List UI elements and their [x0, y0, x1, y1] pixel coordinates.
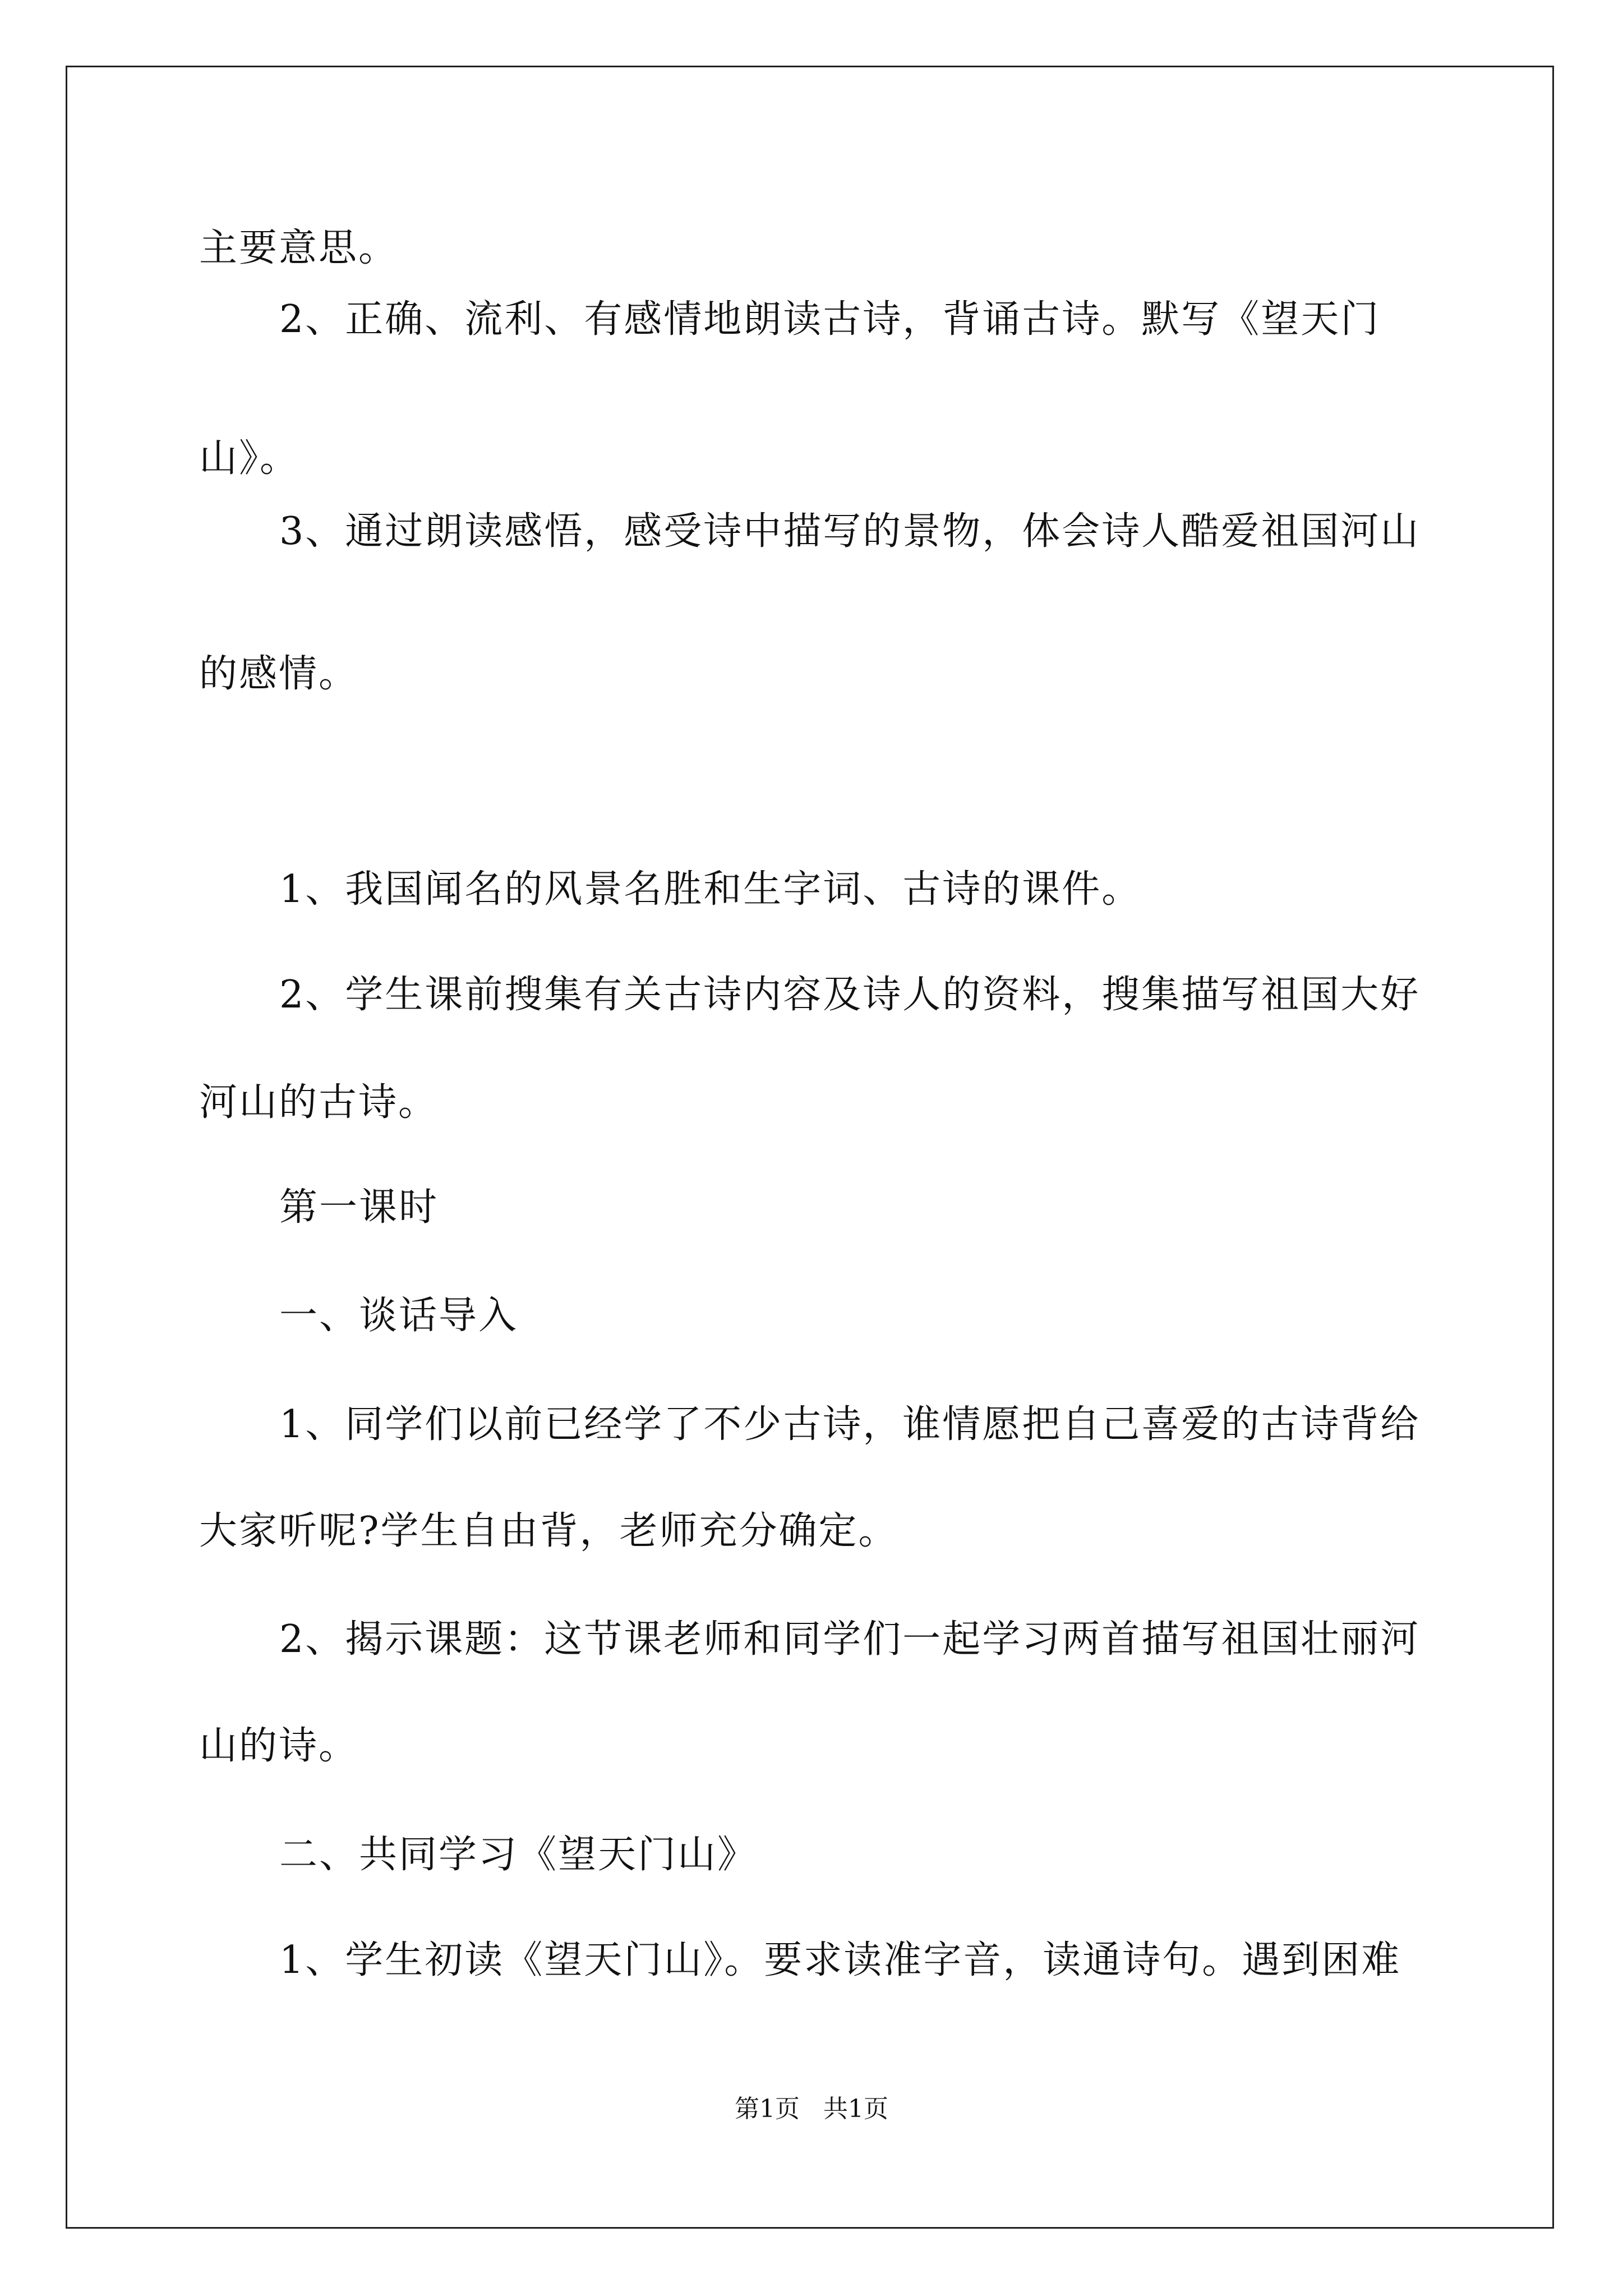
text-line: 1、我国闻名的风景名胜和生字词、古诗的课件。	[279, 867, 1142, 912]
page-number-footer: 第1页 共1页	[735, 2095, 888, 2123]
text-line: 山的诗。	[199, 1724, 359, 1768]
text-line: 2、正确、流利、有感情地朗读古诗，背诵古诗。默写《望天门	[279, 297, 1381, 342]
text-line: 2、学生课前搜集有关古诗内容及诗人的资料，搜集描写祖国大好	[279, 973, 1421, 1017]
section-heading: 二、共同学习《望天门山》	[279, 1833, 758, 1877]
text-line: 1、学生初读《望天门山》。要求读准字音，读通诗句。遇到困难	[279, 1938, 1401, 1982]
text-line: 山》。	[199, 436, 300, 481]
page-border	[66, 66, 1554, 2229]
text-line: 主要意思。	[199, 226, 399, 270]
section-heading: 第一课时	[279, 1185, 439, 1230]
text-line: 3、通过朗读感悟，感受诗中描写的景物，体会诗人酷爱祖国河山	[279, 509, 1421, 554]
text-line: 大家听呢?学生自由背，老师充分确定。	[199, 1509, 898, 1553]
text-line: 的感情。	[199, 652, 359, 696]
text-line: 河山的古诗。	[199, 1080, 439, 1125]
text-line: 1、同学们以前已经学了不少古诗，谁情愿把自己喜爱的古诗背给	[279, 1402, 1421, 1447]
section-heading: 一、谈话导入	[279, 1294, 519, 1338]
text-line: 2、揭示课题：这节课老师和同学们一起学习两首描写祖国壮丽河	[279, 1617, 1421, 1662]
